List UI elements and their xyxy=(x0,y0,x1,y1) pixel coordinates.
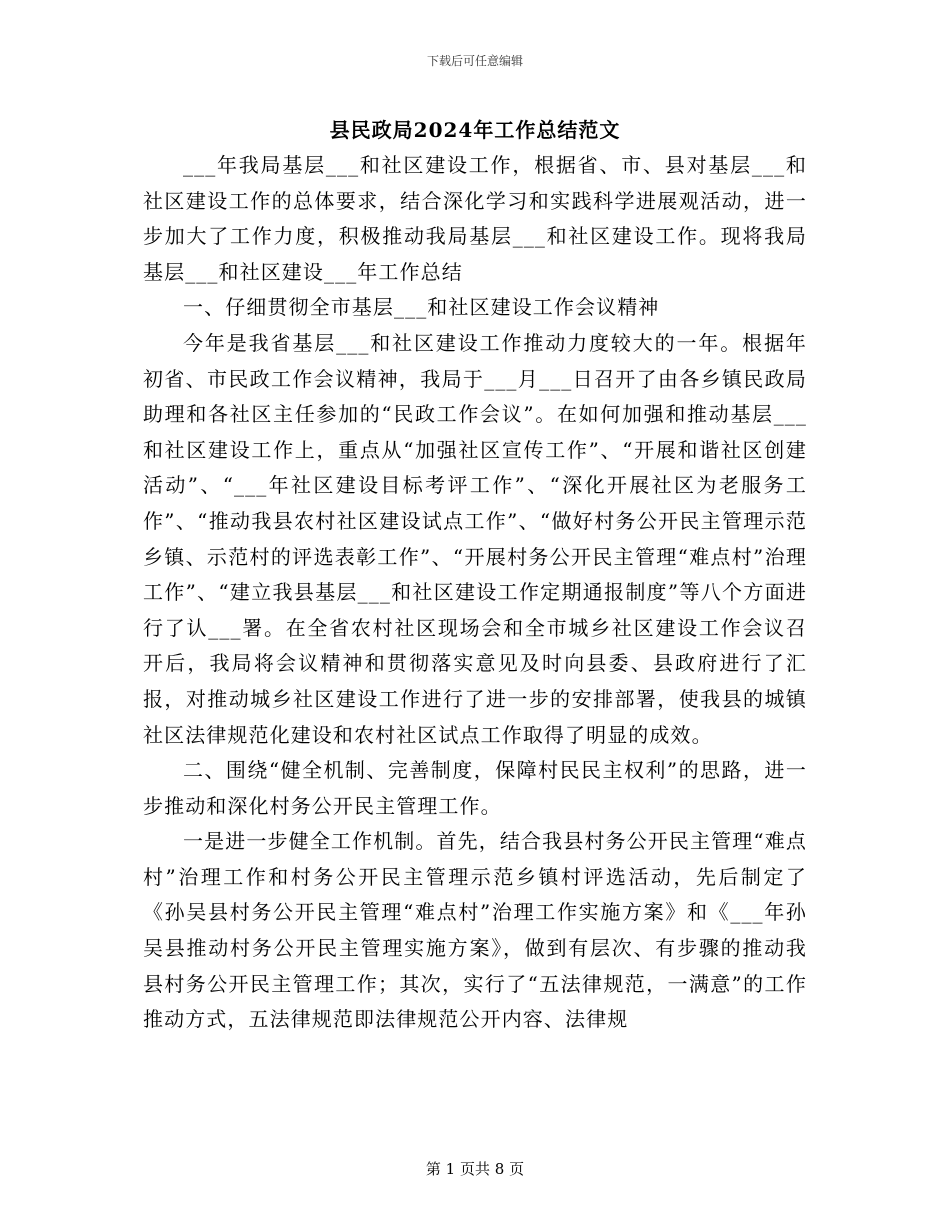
header-note: 下载后可任意编辑 xyxy=(426,54,523,68)
document-body xyxy=(143,148,807,1038)
section-heading-2: 二、围绕“健全机制、完善制度，保障村民民主权利”的思路，进一步推动和深化村务公开民主管理工作。 xyxy=(143,758,807,818)
section-heading-1: 一、仔细贯彻全市基层___和社区建设工作会议精神 xyxy=(183,295,660,320)
page-footer: 第 1 页共 8 页 xyxy=(425,1160,525,1178)
paragraph-intro: ___年我局基层___和社区建设工作，根据省、市、县对基层___和社区建设工作的总体要求，结合深化学习和实践科学进展观活动，进一步加大了工作力度，积极推动我局基层___和社区建设工作。现将我局基层___和社区建设___年工作总结 xyxy=(143,153,807,284)
document-title: 县民政局2024年工作总结范文 xyxy=(329,118,621,142)
paragraph-section-2: 一是进一步健全工作机制。首先，结合我县村务公开民主管理“难点村”治理工作和村务公开民主管理示范乡镇村评选活动，先后制定了《孙吴县村务公开民主管理“难点村”治理工作实施方案》和《___年孙吴县推动村务公开民主管理实施方案》，做到有层次、有步骤的推动我县村务公开民主管理工作；其次，实行了“五法律规范，一满意”的工作推动方式，五法律规范即法律规范公开内容、法律规 xyxy=(143,829,807,1032)
paragraph-section-1: 今年是我省基层___和社区建设工作推动力度较大的一年。根据年初省、市民政工作会议精神，我局于___月___日召开了由各乡镇民政局助理和各社区主任参加的“民政工作会议”。在如何加强和推动基层___和社区建设工作上，重点从“加强社区宣传工作”、“开展和谐社区创建活动”、“___年社区建设目标考评工作”、“深化开展社区为老服务工作”、“推动我县农村社区建设试点工作”、“做好村务公开民主管理示范乡镇、示范村的评选表彰工作”、“开展村务公开民主管理“难点村”治理工作”、“建立我县基层___和社区建设工作定期通报制度”等八个方面进行了认___署。在全省农村社区现场会和全市城乡社区建设工作会议召开后，我局将会议精神和贯彻落实意见及时向县委、县政府进行了汇报，对推动城乡社区建设工作进行了进一步的安排部署，使我县的城镇社区法律规范化建设和农村社区试点工作取得了明显的成效。 xyxy=(143,330,807,747)
